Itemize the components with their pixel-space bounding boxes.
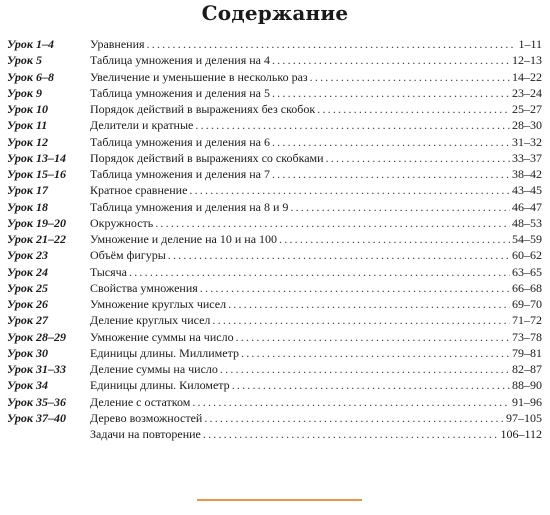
toc-leader [90, 329, 542, 345]
topic-title: Деление суммы на число [90, 362, 218, 376]
toc-entry [0, 69, 550, 85]
page-range: 28–30 [512, 118, 542, 133]
page-range: 1–11 [518, 37, 542, 51]
dot-leader [232, 377, 510, 393]
dot-leader [272, 166, 510, 182]
page-range: 71–72 [512, 313, 542, 328]
topic-title: Таблица умножения и деления на 8 и 9 [90, 199, 289, 214]
dot-leader [168, 247, 510, 263]
toc-entry [0, 426, 550, 442]
toc-leader [90, 36, 542, 52]
toc-leader [90, 247, 542, 263]
toc-leader [90, 182, 542, 198]
dot-leader [203, 426, 499, 442]
page-range: 31–32 [512, 134, 542, 149]
dot-leader [326, 150, 510, 166]
toc-leader [90, 361, 542, 377]
toc-entry [0, 166, 550, 182]
toc-leader [90, 426, 542, 442]
page-range: 33–37 [512, 150, 542, 165]
page-range: 54–59 [512, 232, 542, 246]
dot-leader [279, 231, 510, 247]
toc-leader [90, 410, 542, 426]
dot-leader [317, 101, 510, 117]
page-range: 91–96 [512, 394, 542, 409]
toc-entry [0, 377, 550, 393]
page-range: 43–45 [512, 183, 542, 198]
decorative-rule [197, 499, 362, 501]
toc-leader [90, 231, 542, 247]
dot-leader [290, 199, 510, 215]
toc-leader [90, 280, 542, 296]
dot-leader [272, 134, 510, 150]
topic-title: Объём фигуры [90, 248, 166, 263]
toc-leader [90, 52, 542, 68]
toc-leader [90, 345, 542, 361]
page-range: 69–70 [512, 297, 542, 311]
topic-title: Делители и кратные [90, 118, 194, 133]
topic-title: Умножение суммы на число [90, 329, 234, 344]
toc-leader [90, 150, 542, 166]
topic-title: Таблица умножения и деления на 5 [90, 85, 270, 100]
lesson-number: Урок 37–40 [7, 410, 66, 425]
lesson-number: Урок 9 [7, 85, 42, 100]
page-range: 106–112 [500, 427, 542, 441]
lesson-number: Урок 28–29 [7, 329, 66, 344]
toc-leader [90, 199, 542, 215]
page-range: 66–68 [512, 280, 542, 295]
toc-entry [0, 410, 550, 426]
dot-leader [129, 264, 510, 280]
page-range: 48–53 [512, 215, 542, 230]
page-range: 60–62 [512, 248, 542, 263]
topic-title: Дерево возможностей [90, 410, 203, 425]
lesson-number: Урок 30 [7, 345, 48, 360]
lesson-number: Урок 27 [7, 313, 48, 328]
topic-title: Окружность [90, 215, 154, 230]
topic-title: Единицы длины. Миллиметр [90, 345, 239, 360]
lesson-number: Урок 24 [7, 264, 48, 279]
lesson-number: Урок 34 [7, 378, 48, 393]
lesson-number: Урок 13–14 [7, 150, 66, 165]
lesson-number: Урок 17 [7, 183, 48, 198]
page-range: 63–65 [512, 264, 542, 279]
toc-leader [90, 296, 542, 312]
dot-leader [192, 394, 510, 410]
toc-leader [90, 394, 542, 410]
toc-leader [90, 264, 542, 280]
toc-entry [0, 361, 550, 377]
topic-title: Порядок действий в выражениях без скобок [90, 102, 316, 116]
toc-entry [0, 52, 550, 68]
topic-title: Таблица умножения и деления на 7 [90, 167, 270, 181]
lesson-number: Урок 26 [7, 297, 48, 311]
toc-entry [0, 101, 550, 117]
topic-title: Порядок действий в выражениях со скобками [90, 150, 324, 165]
toc-entry [0, 36, 550, 52]
toc-leader [90, 215, 542, 231]
page-title: Содержание [201, 1, 349, 25]
lesson-number: Урок 25 [7, 280, 48, 295]
dot-leader [200, 280, 510, 296]
dot-leader [272, 85, 510, 101]
dot-leader [241, 345, 510, 361]
table-of-contents [0, 36, 550, 442]
lesson-number: Урок 6–8 [7, 69, 54, 84]
topic-title: Таблица умножения и деления на 4 [90, 53, 270, 68]
lesson-number: Урок 35–36 [7, 394, 66, 409]
toc-leader [90, 377, 542, 393]
toc-entry [0, 85, 550, 101]
page-range: 88–90 [512, 378, 542, 393]
dot-leader [195, 117, 510, 133]
toc-leader [90, 166, 542, 182]
dot-leader [155, 215, 510, 231]
topic-title: Деление с остатком [90, 394, 191, 409]
lesson-number: Урок 10 [7, 102, 48, 116]
page-range: 12–13 [512, 53, 542, 68]
toc-entry [0, 215, 550, 231]
toc-leader [90, 101, 542, 117]
lesson-number: Урок 18 [7, 199, 48, 214]
toc-entry [0, 182, 550, 198]
lesson-number: Урок 15–16 [7, 167, 66, 181]
toc-leader [90, 85, 542, 101]
lesson-number: Урок 11 [7, 118, 48, 133]
lesson-number: Урок 31–33 [7, 362, 66, 376]
topic-title: Увеличение и уменьшение в несколько раз [90, 69, 308, 84]
dot-leader [212, 312, 510, 328]
toc-leader [90, 117, 542, 133]
toc-entry [0, 199, 550, 215]
toc-entry [0, 329, 550, 345]
dot-leader [147, 36, 517, 52]
toc-leader [90, 312, 542, 328]
lesson-number: Урок 5 [7, 53, 42, 68]
topic-title: Деление круглых чисел [90, 313, 211, 328]
topic-title: Тысяча [90, 264, 128, 279]
lesson-number: Урок 19–20 [7, 215, 66, 230]
topic-title: Умножение круглых чисел [90, 297, 227, 311]
toc-leader [90, 134, 542, 150]
toc-entry [0, 247, 550, 263]
dot-leader [236, 329, 510, 345]
dot-leader [220, 361, 510, 377]
dot-leader [204, 410, 504, 426]
page-range: 73–78 [512, 329, 542, 344]
lesson-number: Урок 12 [7, 134, 48, 149]
page-range: 23–24 [512, 85, 542, 100]
lesson-number: Урок 23 [7, 248, 48, 263]
lesson-number: Урок 21–22 [7, 232, 66, 246]
page-range: 46–47 [512, 199, 542, 214]
page-range: 25–27 [512, 102, 542, 116]
dot-leader [310, 69, 510, 85]
topic-title: Кратное сравнение [90, 183, 188, 198]
toc-entry [0, 231, 550, 247]
toc-entry [0, 117, 550, 133]
toc-entry [0, 280, 550, 296]
page-range: 82–87 [512, 362, 542, 376]
toc-entry [0, 134, 550, 150]
topic-title: Умножение и деление на 10 и на 100 [90, 232, 278, 246]
toc-entry [0, 345, 550, 361]
dot-leader [272, 52, 510, 68]
page-range: 97–105 [506, 410, 542, 425]
toc-leader [90, 69, 542, 85]
topic-title: Свойства умножения [90, 280, 198, 295]
page-range: 38–42 [512, 167, 542, 181]
topic-title: Единицы длины. Километр [90, 378, 230, 393]
topic-title: Задачи на повторение [90, 427, 201, 441]
toc-entry [0, 312, 550, 328]
toc-entry [0, 150, 550, 166]
topic-title: Таблица умножения и деления на 6 [90, 134, 270, 149]
toc-entry [0, 264, 550, 280]
topic-title: Уравнения [90, 37, 145, 51]
lesson-number: Урок 1–4 [7, 37, 54, 51]
page-range: 79–81 [512, 345, 542, 360]
dot-leader [228, 296, 510, 312]
page-range: 14–22 [512, 69, 542, 84]
toc-entry [0, 394, 550, 410]
toc-entry [0, 296, 550, 312]
dot-leader [189, 182, 510, 198]
